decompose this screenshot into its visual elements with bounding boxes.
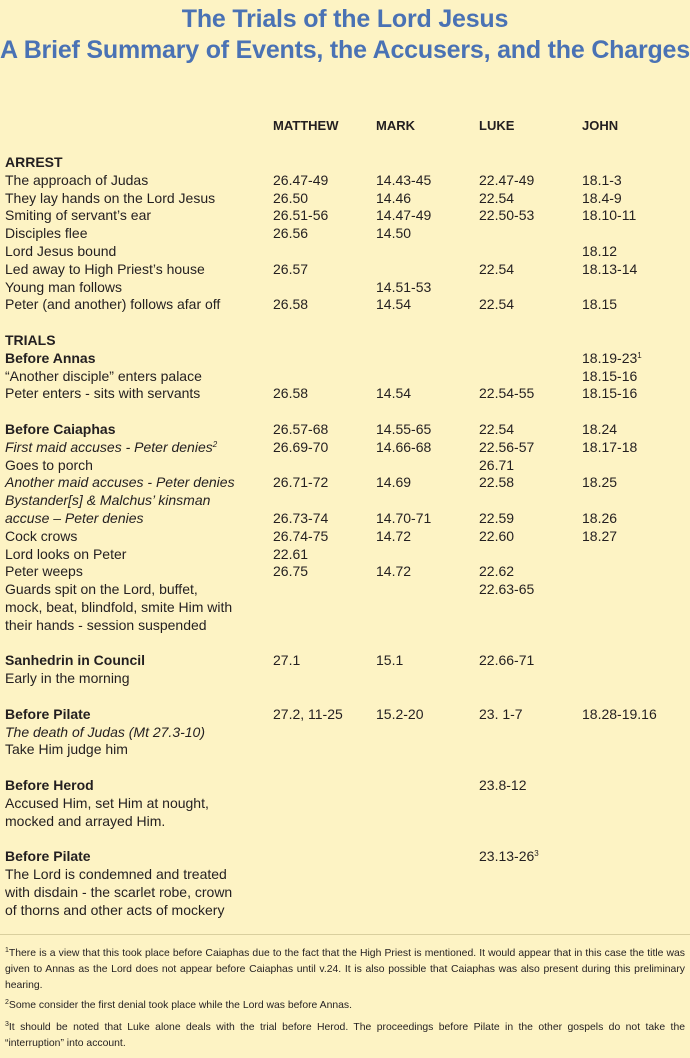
cell-matthew (273, 527, 328, 545)
row-label (5, 189, 215, 207)
header-mark: MARK (376, 118, 415, 133)
cell-reference: 18.15-16 (582, 367, 638, 384)
cell-mark (376, 295, 411, 313)
cell-mark (376, 509, 431, 527)
cell-reference: 18.10-11 (582, 207, 637, 224)
row-label-text: Another maid accuses - Peter denies (5, 474, 235, 491)
row-label (5, 812, 165, 830)
header-matthew: MATTHEW (273, 118, 339, 133)
cell-reference: 22.54-55 (479, 385, 535, 402)
cell-reference: 18.25 (582, 474, 618, 491)
footnote-1-number: 1 (5, 947, 9, 954)
cell-john (582, 349, 642, 367)
row-label (5, 740, 128, 758)
row-label-text: Before Annas (5, 349, 96, 366)
row-label-text: with disdain - the scarlet robe, crown (5, 883, 233, 900)
cell-reference: 18.12 (582, 243, 618, 259)
row-label (5, 438, 217, 456)
row-label-text: mock, beat, blindfold, smite Him with (5, 599, 233, 615)
row-label (5, 420, 115, 438)
cell-john (582, 438, 637, 456)
cell-reference: 22.62 (479, 563, 515, 580)
row-label (5, 260, 205, 278)
header-john: JOHN (582, 118, 619, 133)
cell-reference: 18.4-9 (582, 189, 622, 206)
cell-reference: 18.13-14 (582, 260, 638, 277)
cell-reference: 26.51-56 (273, 207, 329, 224)
row-label-text: Led away to High Priest’s house (5, 260, 205, 277)
cell-luke (479, 189, 514, 207)
row-label-text: mocked and arrayed Him. (5, 812, 166, 829)
cell-john (582, 295, 617, 313)
footnote-ref: 3 (534, 849, 539, 859)
cell-mark (376, 562, 411, 580)
row-label (5, 171, 148, 189)
cell-reference: 26.57-68 (273, 421, 329, 437)
cell-reference: 26.69-70 (273, 438, 329, 455)
cell-reference: 26.50 (273, 189, 309, 206)
cell-luke (479, 438, 534, 456)
cell-reference: 14.72 (376, 527, 412, 544)
cell-matthew (273, 384, 308, 402)
cell-reference: 26.58 (273, 296, 309, 313)
cell-john (582, 527, 617, 545)
row-label (5, 349, 96, 367)
cell-reference: 26.73-74 (273, 510, 329, 526)
row-label (5, 224, 87, 242)
cell-reference: 22.61 (273, 545, 309, 562)
row-label (5, 598, 232, 616)
cell-reference: 14.70-71 (376, 510, 432, 526)
row-label (5, 847, 91, 865)
cell-reference: 18.24 (582, 421, 618, 437)
cell-matthew (273, 171, 328, 189)
row-label-text: accuse – Peter denies (5, 510, 144, 526)
cell-reference: 15.1 (376, 652, 404, 669)
footnote-3 (5, 1020, 685, 1052)
cell-reference: 18.15-16 (582, 385, 638, 402)
row-label-text: Take Him judge him (5, 741, 128, 758)
cell-mark (376, 189, 411, 207)
cell-reference: 26.75 (273, 563, 309, 580)
row-label (5, 278, 122, 296)
row-label-text: Smiting of servant’s ear (5, 207, 152, 224)
cell-mark (376, 224, 411, 242)
cell-reference: 22.54 (479, 296, 515, 313)
cell-reference: 14.54 (376, 296, 412, 313)
cell-reference: 26.56 (273, 225, 309, 242)
row-label (5, 491, 210, 509)
cell-matthew (273, 438, 328, 456)
row-label-text: Before Pilate (5, 848, 91, 865)
title-line-1: The Trials of the Lord Jesus (181, 5, 509, 33)
cell-john (582, 242, 617, 260)
cell-matthew (273, 651, 300, 669)
row-label-text: Goes to porch (5, 456, 93, 473)
cell-luke (479, 509, 514, 527)
cell-matthew (273, 562, 308, 580)
footnote-2-number: 2 (5, 999, 9, 1006)
row-label-text: of thorns and other acts of mockery (5, 901, 225, 918)
row-label-text: Bystander[s] & Malchus’ kinsman (5, 492, 211, 509)
row-label (5, 562, 83, 580)
cell-reference: 18.26 (582, 510, 618, 526)
cell-luke (479, 580, 534, 598)
cell-luke (479, 705, 523, 723)
row-label-text: “Another disciple” enters palace (5, 367, 202, 384)
header-luke: LUKE (479, 118, 515, 133)
row-label-text: their hands - session suspended (5, 616, 207, 633)
footnote-divider (0, 934, 690, 935)
cell-mark (376, 278, 431, 296)
cell-reference: 18.17-18 (582, 438, 638, 455)
row-label-text: Peter (and another) follows afar off (5, 296, 221, 313)
footnote-1 (5, 946, 685, 994)
row-label-text: ARREST (5, 154, 63, 170)
footnote-ref: 1 (637, 350, 642, 360)
page-title (0, 4, 690, 66)
cell-mark (376, 473, 411, 491)
cell-reference: 23.13-26 (479, 848, 535, 865)
cell-reference: 26.58 (273, 385, 309, 402)
cell-mark (376, 206, 431, 224)
row-label (5, 545, 126, 563)
cell-reference: 18.15 (582, 296, 618, 313)
cell-luke (479, 260, 514, 278)
cell-reference: 14.43-45 (376, 171, 432, 188)
cell-reference: 22.56-57 (479, 438, 535, 455)
row-label-text: Young man follows (5, 278, 123, 295)
cell-mark (376, 705, 423, 723)
row-label (5, 206, 151, 224)
cell-matthew (273, 224, 308, 242)
row-label-text: Guards spit on the Lord, buffet, (5, 581, 198, 598)
cell-matthew (273, 260, 308, 278)
cell-reference: 26.74-75 (273, 527, 329, 544)
row-label (5, 705, 91, 723)
cell-mark (376, 438, 431, 456)
cell-john (582, 189, 622, 207)
cell-reference: 22.47-49 (479, 171, 535, 188)
cell-reference: 22.50-53 (479, 207, 535, 224)
row-label-text: First maid accuses - Peter denies (5, 438, 213, 455)
row-label-text: Sanhedrin in Council (5, 652, 146, 669)
cell-john (582, 260, 637, 278)
row-label-text: Cock crows (5, 527, 78, 544)
row-label-text: The approach of Judas (5, 171, 149, 188)
row-label (5, 901, 224, 919)
row-label-text: TRIALS (5, 332, 56, 348)
row-label (5, 616, 207, 634)
cell-reference: 23. 1-7 (479, 705, 523, 722)
row-label (5, 723, 205, 741)
row-label (5, 509, 144, 527)
cell-reference: 22.63-65 (479, 581, 535, 598)
cell-reference: 14.54 (376, 385, 412, 402)
cell-matthew (273, 473, 328, 491)
row-label (5, 865, 227, 883)
row-label (5, 295, 220, 313)
row-label (5, 153, 63, 171)
cell-reference: 18.27 (582, 527, 618, 544)
cell-luke (479, 171, 534, 189)
cell-luke (479, 206, 534, 224)
row-label (5, 651, 145, 669)
row-label (5, 456, 93, 474)
row-label-text: Lord Jesus bound (5, 243, 117, 259)
cell-reference: 23.8-12 (479, 777, 527, 793)
row-label (5, 794, 209, 812)
cell-john (582, 509, 617, 527)
footnote-3-text: It should be noted that Luke alone deals with the trial before Herod. The proceedings before Pilate in the other gospels do not take the “interruption” into account. (5, 1022, 685, 1049)
cell-reference: 22.58 (479, 474, 515, 491)
row-label-text: Peter enters - sits with servants (5, 385, 201, 402)
cell-luke (479, 562, 514, 580)
cell-reference: 22.54 (479, 189, 515, 206)
cell-matthew (273, 420, 328, 438)
cell-reference: 26.71 (479, 456, 515, 473)
cell-reference: 14.66-68 (376, 438, 432, 455)
cell-matthew (273, 189, 308, 207)
cell-reference: 14.46 (376, 189, 412, 206)
cell-john (582, 420, 617, 438)
cell-mark (376, 527, 411, 545)
cell-reference: 22.60 (479, 527, 515, 544)
row-label-text: Before Pilate (5, 705, 91, 722)
cell-luke (479, 384, 534, 402)
cell-luke (479, 651, 534, 669)
cell-luke (479, 456, 514, 474)
cell-luke (479, 295, 514, 313)
cell-reference: 22.54 (479, 421, 515, 437)
row-label-text: Before Caiaphas (5, 421, 116, 437)
cell-john (582, 367, 637, 385)
cell-luke (479, 847, 539, 865)
row-label (5, 331, 56, 349)
cell-reference: 26.47-49 (273, 171, 329, 188)
title-line-2: A Brief Summary of Events, the Accusers, and the Charges (0, 36, 690, 64)
cell-john (582, 705, 657, 723)
cell-reference: 27.2, 11-25 (273, 705, 343, 722)
cell-reference: 26.71-72 (273, 474, 329, 491)
cell-mark (376, 384, 411, 402)
cell-reference: 14.69 (376, 474, 412, 491)
cell-john (582, 473, 617, 491)
cell-reference: 22.59 (479, 510, 515, 526)
cell-reference: 22.54 (479, 260, 515, 277)
cell-reference: 15.2-20 (376, 705, 424, 722)
cell-reference: 14.51-53 (376, 278, 432, 295)
row-label (5, 883, 232, 901)
row-label-text: They lay hands on the Lord Jesus (5, 189, 216, 206)
cell-reference: 14.55-65 (376, 421, 432, 437)
footnote-ref: 2 (212, 439, 218, 449)
cell-reference: 27.1 (273, 652, 301, 669)
row-label (5, 367, 202, 385)
cell-mark (376, 171, 431, 189)
cell-john (582, 171, 622, 189)
footnote-3-number: 3 (5, 1021, 9, 1028)
cell-luke (479, 776, 526, 794)
row-label-text: The Lord is condemned and treated (5, 866, 227, 882)
cell-luke (479, 420, 514, 438)
row-label (5, 776, 94, 794)
cell-matthew (273, 705, 343, 723)
row-label (5, 473, 235, 491)
row-label (5, 580, 198, 598)
row-label-text: The death of Judas (Mt 27.3-10) (5, 723, 205, 740)
cell-reference: 18.19-23 (582, 349, 638, 366)
footnote-2-text: Some consider the first denial took place while the Lord was before Annas. (8, 1000, 352, 1011)
row-label-text: Disciples flee (5, 225, 88, 242)
cell-mark (376, 420, 431, 438)
cell-reference: 14.72 (376, 563, 412, 580)
cell-reference: 18.1-3 (582, 171, 622, 188)
cell-john (582, 206, 636, 224)
cell-reference: 18.28-19.16 (582, 705, 657, 722)
row-label-text: Lord looks on Peter (5, 545, 127, 562)
row-label (5, 669, 130, 687)
footnote-2 (5, 998, 685, 1014)
row-label-text: Accused Him, set Him at nought, (5, 794, 209, 811)
row-label-text: Peter weeps (5, 563, 83, 580)
cell-reference: 26.57 (273, 260, 309, 277)
cell-matthew (273, 295, 308, 313)
cell-reference: 14.47-49 (376, 207, 432, 224)
cell-luke (479, 473, 514, 491)
cell-reference: 14.50 (376, 225, 412, 242)
cell-reference: 22.66-71 (479, 652, 535, 669)
row-label (5, 242, 116, 260)
cell-mark (376, 651, 403, 669)
cell-matthew (273, 509, 328, 527)
cell-luke (479, 527, 514, 545)
row-label-text: Before Herod (5, 777, 94, 793)
row-label-text: Early in the morning (5, 670, 130, 687)
cell-matthew (273, 206, 328, 224)
row-label (5, 527, 77, 545)
cell-john (582, 384, 637, 402)
footnote-1-text: There is a view that this took place before Caiaphas due to the fact that the High Priest is mentioned. It would appear that in this case the title was given to Annas as the Lord does not appear before Caiaphas until v.24. It is also possible that Caiaphas was also present during this preliminary hearing. (5, 948, 685, 991)
cell-matthew (273, 545, 308, 563)
row-label (5, 384, 200, 402)
